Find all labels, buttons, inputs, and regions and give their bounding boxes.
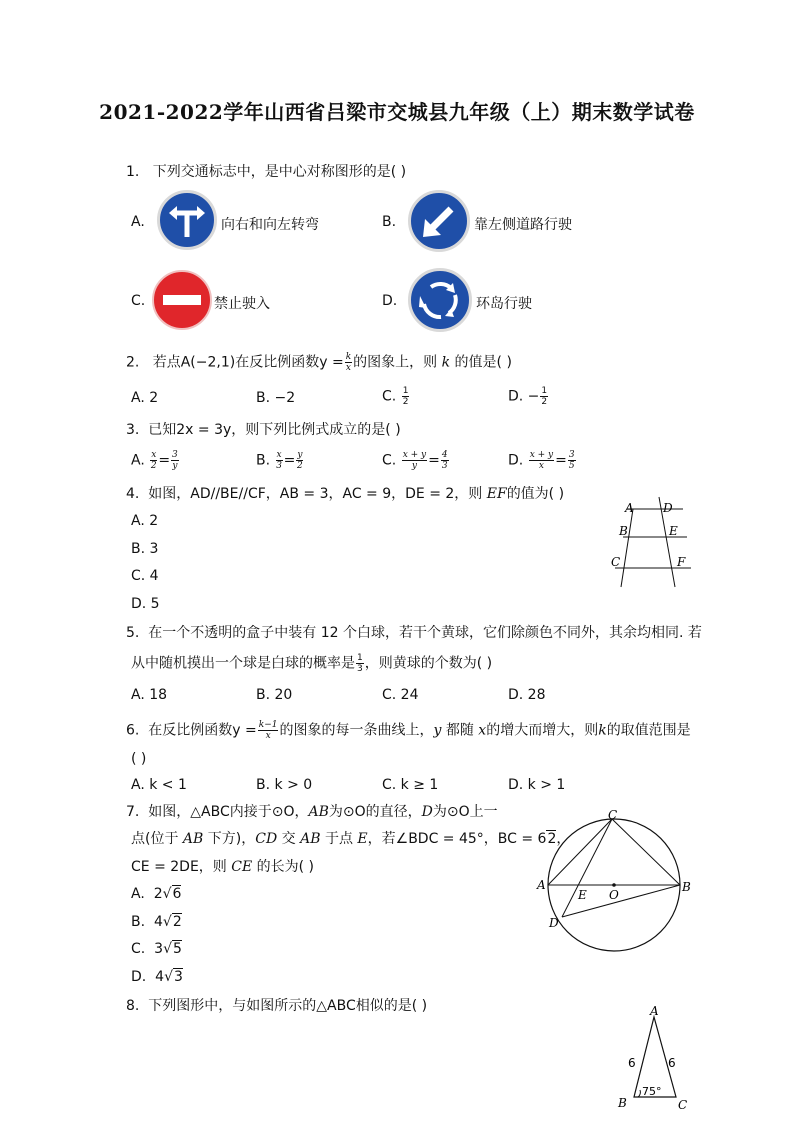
svg-text:D: D	[549, 916, 559, 930]
option-a-letter: A.	[131, 214, 145, 230]
q7-option-a: A. 2√6	[131, 886, 182, 902]
question-7: 7. 如图，△ABC内接于⊙O，AB为⊙O的直径，D为⊙O上一	[126, 804, 498, 820]
svg-text:75°: 75°	[642, 1085, 662, 1098]
svg-text:B: B	[618, 1096, 627, 1110]
question-1	[126, 163, 406, 181]
svg-text:A: A	[625, 501, 634, 515]
q4-option-d: D. 5	[131, 596, 160, 612]
question-5-line-2: 从中随机摸出一个球是白球的概率是 $\frac{1}{3}$ ，则黄球的个数为( )	[131, 653, 493, 674]
q2-option-a: A. 2	[131, 390, 159, 406]
option-b-caption: 靠左侧道路行驶	[474, 217, 572, 233]
q6-option-a: A. k < 1	[131, 777, 187, 793]
question-7-line-3: CE = 2DE，则 CE 的长为( )	[131, 859, 315, 875]
question-6-line-2: ( )	[131, 751, 147, 767]
svg-text:A: A	[650, 1004, 659, 1018]
svg-text:C: C	[678, 1098, 688, 1112]
svg-text:C: C	[608, 808, 618, 822]
q2-option-c: C. $\frac{1}{2}$	[382, 386, 409, 407]
option-c-letter: C.	[131, 293, 146, 309]
svg-text:F: F	[677, 555, 686, 569]
q5-option-d: D. 28	[508, 687, 546, 703]
svg-text:B: B	[682, 880, 691, 894]
question-5: 5. 在一个不透明的盒子中装有 12 个白球，若干个黄球，它们除颜色不同外，其余均相同. 若	[126, 625, 702, 641]
svg-text:C: C	[611, 555, 621, 569]
q6-option-c: C. k ≥ 1	[382, 777, 439, 793]
q6-option-b: B. k > 0	[256, 777, 313, 793]
parallel-lines-figure	[605, 495, 695, 590]
q5-option-a: A. 18	[131, 687, 168, 703]
q3-option-b: B. $\frac{x}{3}$ = $\frac{y}{2}$	[256, 450, 303, 471]
q2-option-b: B. −2	[256, 390, 296, 406]
q6-option-d: D. k > 1	[508, 777, 566, 793]
question-3: 3. 已知2x = 3y，则下列比例式成立的是( )	[126, 422, 401, 438]
fraction: $\frac{k}{x}$	[345, 352, 352, 373]
question-6: 6. 在反比例函数y = $\frac{k-1}{x}$ 的图象的每一条曲线上，y 都随 x的增大而增大，则k的取值范围是	[126, 720, 691, 741]
svg-text:E: E	[669, 524, 678, 538]
question-number: 1.	[126, 164, 140, 180]
option-d-letter: D.	[382, 293, 398, 309]
svg-text:D: D	[663, 501, 673, 515]
q5-option-b: B. 20	[256, 687, 293, 703]
q3-option-c: C. $\frac{x + y}{y}$ = $\frac{4}{3}$	[382, 450, 448, 471]
question-8: 8. 下列图形中，与如图所示的△ABC相似的是( )	[126, 998, 428, 1014]
q7-option-b: B. 4√2	[131, 914, 182, 930]
no-entry-sign-icon	[152, 270, 212, 330]
svg-text:A: A	[537, 878, 546, 892]
q4-option-c: C. 4	[131, 568, 159, 584]
question-7-line-2: 点(位于 AB 下方)，CD 交 AB 于点 E，若∠BDC = 45°，BC = 62，	[131, 831, 571, 847]
q4-option-b: B. 3	[131, 541, 159, 557]
q2-option-d: D. − $\frac{1}{2}$	[508, 386, 548, 407]
question-4: 4. 如图，AD//BE//CF，AB = 3，AC = 9，DE = 2，则 EF的值为( )	[126, 486, 565, 502]
keep-left-sign-icon	[408, 190, 470, 252]
question-2: 2. 若点A(−2,1)在反比例函数y = $\frac{k}{x}$ 的图象上，则 k 的值是( )	[126, 352, 512, 373]
q3-option-a: A. $\frac{x}{2}$ = $\frac{3}{y}$	[131, 450, 178, 471]
q4-option-a: A. 2	[131, 513, 159, 529]
triangle-figure	[610, 1003, 700, 1115]
roundabout-sign-icon	[408, 268, 472, 332]
svg-text:O: O	[609, 888, 619, 902]
circle-figure	[532, 805, 697, 955]
q3-option-d: D. $\frac{x + y}{x}$ = $\frac{3}{5}$	[508, 450, 575, 471]
q7-option-c: C. 3√5	[131, 941, 182, 957]
option-b-letter: B.	[382, 214, 397, 230]
svg-text:6: 6	[668, 1056, 676, 1070]
option-d-caption: 环岛行驶	[476, 296, 532, 312]
svg-text:6: 6	[628, 1056, 636, 1070]
question-stem: 下列交通标志中，是中心对称图形的是( )	[152, 164, 407, 180]
svg-text:E: E	[578, 888, 587, 902]
page-title: 2021-2022学年山西省吕梁市交城县九年级（上）期末数学试卷	[99, 100, 695, 124]
option-a-caption: 向右和向左转弯	[221, 217, 319, 233]
q7-option-d: D. 4√3	[131, 969, 183, 985]
svg-text:B: B	[619, 524, 628, 538]
option-c-caption: 禁止驶入	[214, 296, 270, 312]
q5-option-c: C. 24	[382, 687, 419, 703]
turn-left-right-sign-icon	[157, 190, 217, 250]
